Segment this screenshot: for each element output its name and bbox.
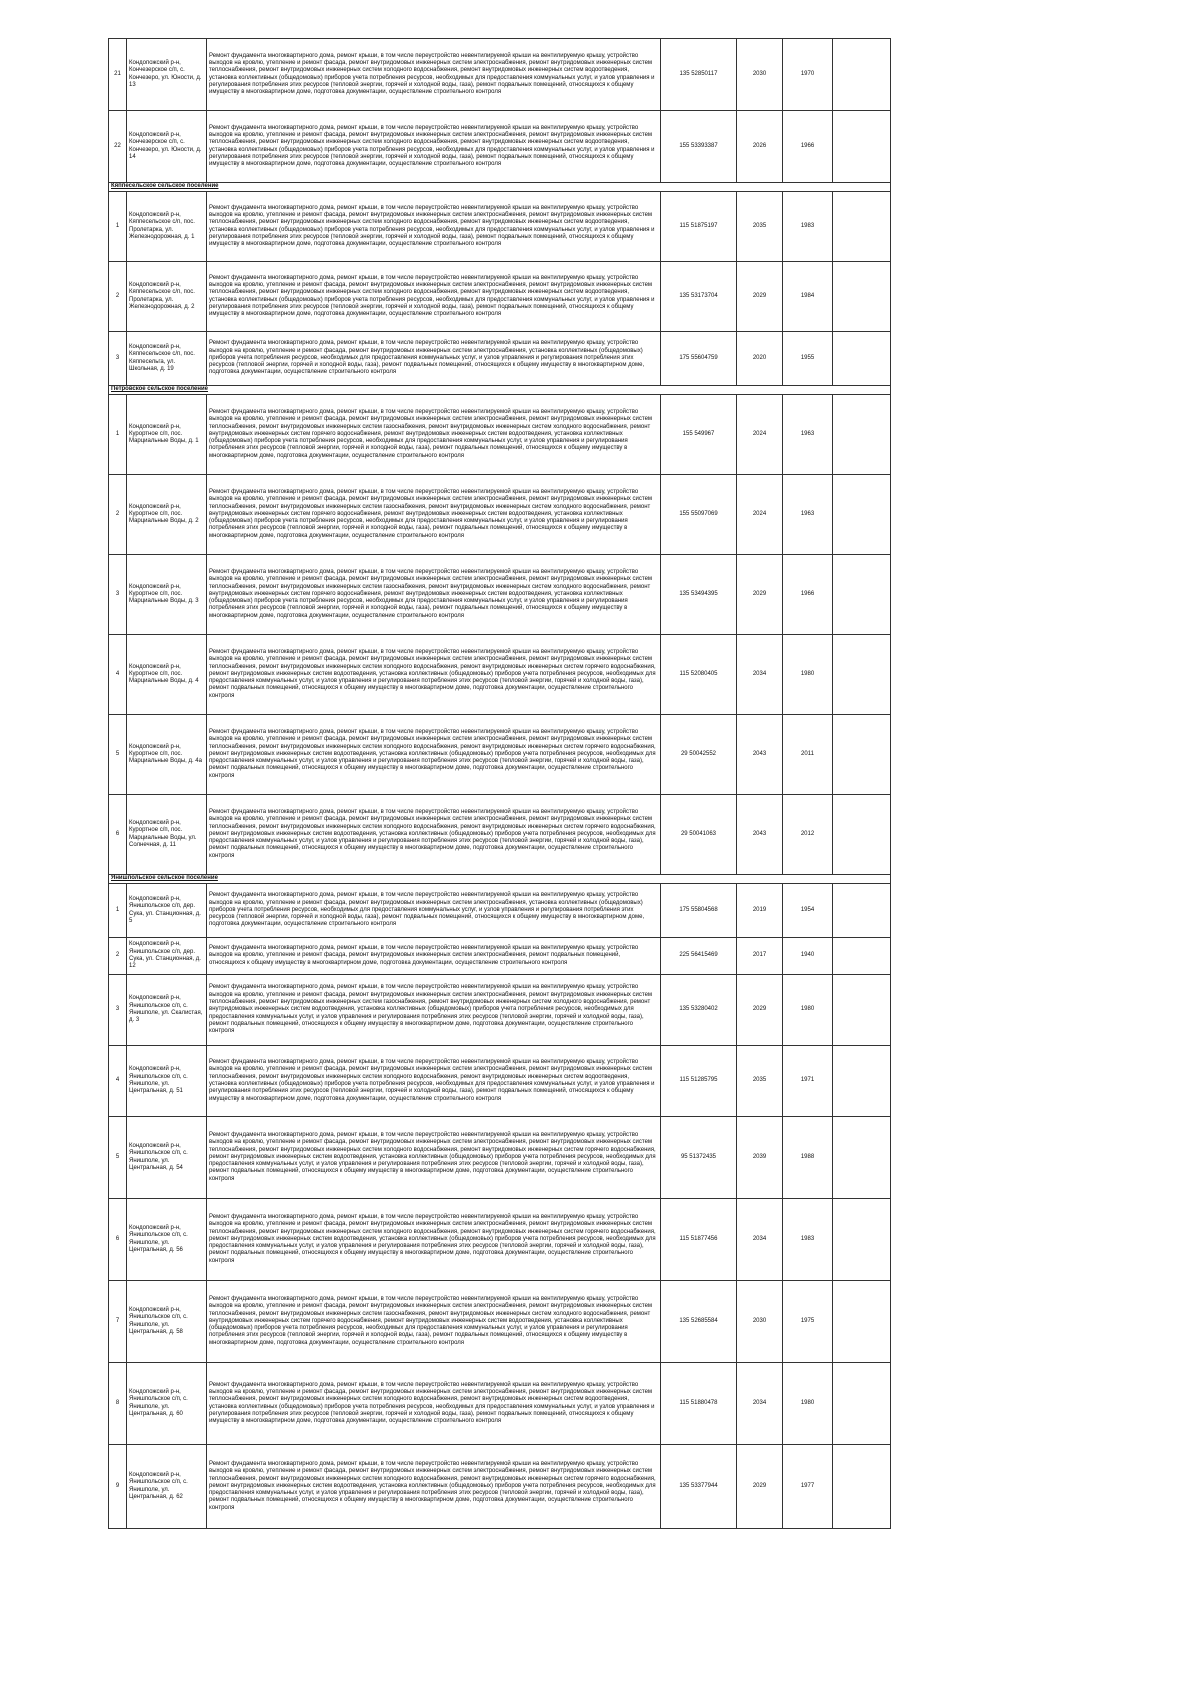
row-built-year: 1977 (783, 1445, 833, 1529)
row-empty-cell (833, 555, 891, 635)
table-row (109, 395, 891, 475)
row-works: Ремонт фундамента многоквартирного дома, ремонт крыши, в том числе переустройство невентилируемой крыши на вентилируемую крышу, устройство выходов на кровлю, утепление и ремонт фасада, ремонт внутридомовых инженерных систем электроснабжения, ремонт внутридомовых инженерных систем теплоснабжения, ремонт внутридомовых инженерных систем холодного водоснабжения, ремонт внутридомовых инженерных систем водоотведения, установка коллективных (общедомовых) приборов учета потребления ресурсов, необходимых для предоставления коммунальных услуг, и узлов управления и регулирования потребления этих ресурсов (тепловой энергии, горячей и холодной воды, газа), ремонт подвальных помещений, относящихся к общему имуществу в многоквартирном доме, подготовка документации, осуществление строительного контроля (207, 1363, 661, 1445)
section-row (109, 386, 891, 395)
row-empty-cell (833, 1445, 891, 1529)
row-year: 2029 (737, 975, 783, 1046)
table-row (109, 475, 891, 555)
row-works: Ремонт фундамента многоквартирного дома, ремонт крыши, в том числе переустройство невентилируемой крыши на вентилируемую крышу, устройство выходов на кровлю, утепление и ремонт фасада, ремонт внутридомовых инженерных систем электроснабжения, ремонт внутридомовых инженерных систем теплоснабжения, ремонт внутридомовых инженерных систем газоснабжения, ремонт внутридомовых инженерных систем холодного водоснабжения, ремонт внутридомовых инженерных систем горячего водоснабжения, ремонт внутридомовых инженерных систем водоотведения, установка коллективных (общедомовых) приборов учета потребления ресурсов, необходимых для предоставления коммунальных услуг, и узлов управления и регулирования потребления этих ресурсов (тепловой энергии, горячей и холодной воды, газа), ремонт подвальных помещений, относящихся к общему имуществу в многоквартирном доме, подготовка документации, осуществление строительного контроля (207, 475, 661, 555)
row-address: Кондопожский р-н, Курортное с/п, пос. Марциальные Воды, д. 4 (127, 635, 207, 715)
table-row (109, 1199, 891, 1281)
row-address: Кондопожский р-н, Янишпольское с/п, с. Янишполе, ул. Центральная, д. 60 (127, 1363, 207, 1445)
row-cost: 135 52850117 (661, 39, 737, 111)
row-empty-cell (833, 262, 891, 332)
row-works: Ремонт фундамента многоквартирного дома, ремонт крыши, в том числе переустройство невентилируемой крыши на вентилируемую крышу, устройство выходов на кровлю, утепление и ремонт фасада, ремонт внутридомовых инженерных систем электроснабжения, ремонт внутридомовых инженерных систем теплоснабжения, ремонт внутридомовых инженерных систем холодного водоснабжения, ремонт внутридомовых инженерных систем водоотведения, установка коллективных (общедомовых) приборов учета потребления ресурсов, необходимых для предоставления коммунальных услуг, и узлов управления и регулирования потребления этих ресурсов (тепловой энергии, горячей и холодной воды, газа), ремонт подвальных помещений, относящихся к общему имуществу в многоквартирном доме, подготовка документации, осуществление строительного контроля (207, 192, 661, 262)
table-row (109, 975, 891, 1046)
row-works: Ремонт фундамента многоквартирного дома, ремонт крыши, в том числе переустройство невентилируемой крыши на вентилируемую крышу, устройство выходов на кровлю, утепление и ремонт фасада, ремонт внутридомовых инженерных систем электроснабжения, ремонт внутридомовых инженерных систем теплоснабжения, ремонт внутридомовых инженерных систем холодного водоснабжения, ремонт внутридомовых инженерных систем водоотведения, установка коллективных (общедомовых) приборов учета потребления ресурсов, необходимых для предоставления коммунальных услуг, и узлов управления и регулирования потребления этих ресурсов (тепловой энергии, горячей и холодной воды, газа), ремонт подвальных помещений, относящихся к общему имуществу в многоквартирном доме, подготовка документации, осуществление строительного контроля (207, 111, 661, 183)
table-row (109, 1046, 891, 1117)
row-year: 2035 (737, 1046, 783, 1117)
table-row (109, 555, 891, 635)
row-built-year: 1975 (783, 1281, 833, 1363)
row-year: 2017 (737, 938, 783, 975)
row-empty-cell (833, 938, 891, 975)
row-works: Ремонт фундамента многоквартирного дома, ремонт крыши, в том числе переустройство невентилируемой крыши на вентилируемую крышу, устройство выходов на кровлю, утепление и ремонт фасада, ремонт внутридомовых инженерных систем электроснабжения, ремонт внутридомовых инженерных систем теплоснабжения, ремонт внутридомовых инженерных систем холодного водоснабжения, ремонт внутридомовых инженерных систем водоотведения, установка коллективных (общедомовых) приборов учета потребления ресурсов, необходимых для предоставления коммунальных услуг, и узлов управления и регулирования потребления этих ресурсов (тепловой энергии, горячей и холодной воды, газа), ремонт подвальных помещений, относящихся к общему имуществу в многоквартирном доме, подготовка документации, осуществление строительного контроля (207, 262, 661, 332)
row-works: Ремонт фундамента многоквартирного дома, ремонт крыши, в том числе переустройство невентилируемой крыши на вентилируемую крышу, устройство выходов на кровлю, утепление и ремонт фасада, ремонт внутридомовых инженерных систем электроснабжения, ремонт внутридомовых инженерных систем теплоснабжения, ремонт внутридомовых инженерных систем газоснабжения, ремонт внутридомовых инженерных систем холодного водоснабжения, ремонт внутридомовых инженерных систем водоотведения, установка коллективных (общедомовых) приборов учета потребления ресурсов, необходимых для предоставления коммунальных услуг, и узлов управления и регулирования потребления этих ресурсов (тепловой энергии, горячей и холодной воды, газа), ремонт подвальных помещений, относящихся к общему имуществу в многоквартирном доме, подготовка документации, осуществление строительного контроля (207, 975, 661, 1046)
row-empty-cell (833, 884, 891, 938)
row-year: 2034 (737, 1199, 783, 1281)
section-title: Петровское сельское поселение (109, 386, 891, 395)
row-empty-cell (833, 475, 891, 555)
row-built-year: 1980 (783, 1363, 833, 1445)
row-works: Ремонт фундамента многоквартирного дома, ремонт крыши, в том числе переустройство невентилируемой крыши на вентилируемую крышу, устройство выходов на кровлю, утепление и ремонт фасада, ремонт внутридомовых инженерных систем электроснабжения, ремонт внутридомовых инженерных систем теплоснабжения, ремонт внутридомовых инженерных систем холодного водоснабжения, ремонт внутридомовых инженерных систем горячего водоснабжения, ремонт внутридомовых инженерных систем водоотведения, установка коллективных (общедомовых) приборов учета потребления ресурсов, необходимых для предоставления коммунальных услуг, и узлов управления и регулирования потребления этих ресурсов (тепловой энергии, горячей и холодной воды, газа), ремонт подвальных помещений, относящихся к общему имуществу в многоквартирном доме, подготовка документации, осуществление строительного контроля (207, 795, 661, 875)
row-address: Кондопожский р-н, Янишпольское с/п, с. Янишполе, ул. Центральная, д. 56 (127, 1199, 207, 1281)
row-year: 2019 (737, 884, 783, 938)
row-empty-cell (833, 111, 891, 183)
table-row (109, 635, 891, 715)
row-empty-cell (833, 635, 891, 715)
row-built-year: 1971 (783, 1046, 833, 1117)
table-row (109, 262, 891, 332)
section-row (109, 183, 891, 192)
row-address: Кондопожский р-н, Кяппесельское с/п, пос. Пролетарка, ул. Железнодорожная, д. 2 (127, 262, 207, 332)
row-empty-cell (833, 1281, 891, 1363)
row-built-year: 1954 (783, 884, 833, 938)
row-number: 3 (109, 332, 127, 386)
row-built-year: 1980 (783, 635, 833, 715)
table-row (109, 938, 891, 975)
row-cost: 135 53494395 (661, 555, 737, 635)
row-built-year: 1983 (783, 1199, 833, 1281)
row-cost: 135 53377944 (661, 1445, 737, 1529)
row-works: Ремонт фундамента многоквартирного дома, ремонт крыши, в том числе переустройство невентилируемой крыши на вентилируемую крышу, устройство выходов на кровлю, утепление и ремонт фасада, ремонт внутридомовых инженерных систем электроснабжения, ремонт внутридомовых инженерных систем теплоснабжения, ремонт внутридомовых инженерных систем холодного водоснабжения, ремонт внутридомовых инженерных систем горячего водоснабжения, ремонт внутридомовых инженерных систем водоотведения, установка коллективных (общедомовых) приборов учета потребления ресурсов, необходимых для предоставления коммунальных услуг, и узлов управления и регулирования потребления этих ресурсов (тепловой энергии, горячей и холодной воды, газа), ремонт подвальных помещений, относящихся к общему имуществу в многоквартирном доме, подготовка документации, осуществление строительного контроля (207, 1445, 661, 1529)
row-cost: 115 52080405 (661, 635, 737, 715)
row-address: Кондопожский р-н, Янишпольское с/п, с. Янишполе, ул. Центральная, д. 54 (127, 1117, 207, 1199)
row-number: 21 (109, 39, 127, 111)
row-cost: 95 51372435 (661, 1117, 737, 1199)
row-empty-cell (833, 1046, 891, 1117)
table-row (109, 1363, 891, 1445)
row-built-year: 1980 (783, 975, 833, 1046)
table-row (109, 1117, 891, 1199)
row-year: 2043 (737, 715, 783, 795)
row-cost: 225 56415469 (661, 938, 737, 975)
row-works: Ремонт фундамента многоквартирного дома, ремонт крыши, в том числе переустройство невентилируемой крыши на вентилируемую крышу, устройство выходов на кровлю, утепление и ремонт фасада, ремонт внутридомовых инженерных систем электроснабжения, ремонт внутридомовых инженерных систем теплоснабжения, ремонт внутридомовых инженерных систем холодного водоснабжения, ремонт внутридомовых инженерных систем горячего водоснабжения, ремонт внутридомовых инженерных систем водоотведения, установка коллективных (общедомовых) приборов учета потребления ресурсов, необходимых для предоставления коммунальных услуг, и узлов управления и регулирования потребления этих ресурсов (тепловой энергии, горячей и холодной воды, газа), ремонт подвальных помещений, относящихся к общему имуществу в многоквартирном доме, подготовка документации, осуществление строительного контроля (207, 1117, 661, 1199)
row-number: 5 (109, 715, 127, 795)
row-empty-cell (833, 332, 891, 386)
row-address: Кондопожский р-н, Курортное с/п, пос. Марциальные Воды, ул. Солнечная, д. 11 (127, 795, 207, 875)
row-built-year: 1966 (783, 555, 833, 635)
row-cost: 175 55604759 (661, 332, 737, 386)
row-cost: 135 53173704 (661, 262, 737, 332)
row-works: Ремонт фундамента многоквартирного дома, ремонт крыши, в том числе переустройство невентилируемой крыши на вентилируемую крышу, устройство выходов на кровлю, утепление и ремонт фасада, ремонт внутридомовых инженерных систем электроснабжения, ремонт внутридомовых инженерных систем теплоснабжения, ремонт внутридомовых инженерных систем холодного водоснабжения, ремонт внутридомовых инженерных систем горячего водоснабжения, ремонт внутридомовых инженерных систем водоотведения, установка коллективных (общедомовых) приборов учета потребления ресурсов, необходимых для предоставления коммунальных услуг, и узлов управления и регулирования потребления этих ресурсов (тепловой энергии, горячей и холодной воды, газа), ремонт подвальных помещений, относящихся к общему имуществу в многоквартирном доме, подготовка документации, осуществление строительного контроля (207, 1199, 661, 1281)
row-built-year: 1984 (783, 262, 833, 332)
row-built-year: 1966 (783, 111, 833, 183)
row-built-year: 1963 (783, 395, 833, 475)
row-works: Ремонт фундамента многоквартирного дома, ремонт крыши, в том числе переустройство невентилируемой крыши на вентилируемую крышу, устройство выходов на кровлю, утепление и ремонт фасада, ремонт внутридомовых инженерных систем электроснабжения, ремонт внутридомовых инженерных систем теплоснабжения, ремонт внутридомовых инженерных систем холодного водоснабжения, ремонт внутридомовых инженерных систем водоотведения, установка коллективных (общедомовых) приборов учета потребления ресурсов, необходимых для предоставления коммунальных услуг, и узлов управления и регулирования потребления этих ресурсов (тепловой энергии, горячей и холодной воды, газа), ремонт подвальных помещений, относящихся к общему имуществу в многоквартирном доме, подготовка документации, осуществление строительного контроля (207, 1046, 661, 1117)
row-number: 4 (109, 1046, 127, 1117)
row-address: Кондопожский р-н, Янишпольское с/п, дер. Сука, ул. Станционная, д. 5 (127, 884, 207, 938)
row-empty-cell (833, 975, 891, 1046)
row-year: 2020 (737, 332, 783, 386)
row-built-year: 1970 (783, 39, 833, 111)
row-cost: 29 50042552 (661, 715, 737, 795)
row-built-year: 2011 (783, 715, 833, 795)
row-empty-cell (833, 395, 891, 475)
row-built-year: 1940 (783, 938, 833, 975)
row-year: 2030 (737, 1281, 783, 1363)
table-row (109, 1445, 891, 1529)
row-works: Ремонт фундамента многоквартирного дома, ремонт крыши, в том числе переустройство невентилируемой крыши на вентилируемую крышу, устройство выходов на кровлю, утепление и ремонт фасада, ремонт внутридомовых инженерных систем электроснабжения, ремонт внутридомовых инженерных систем теплоснабжения, ремонт внутридомовых инженерных систем холодного водоснабжения, ремонт внутридомовых инженерных систем водоотведения, установка коллективных (общедомовых) приборов учета потребления ресурсов, необходимых для предоставления коммунальных услуг, и узлов управления и регулирования потребления этих ресурсов (тепловой энергии, горячей и холодной воды, газа), ремонт подвальных помещений, относящихся к общему имуществу в многоквартирном доме, подготовка документации, осуществление строительного контроля (207, 39, 661, 111)
row-address: Кондопожский р-н, Янишпольское с/п, дер. Сука, ул. Станционная, д. 12 (127, 938, 207, 975)
table-row (109, 192, 891, 262)
row-cost: 115 51877456 (661, 1199, 737, 1281)
table-row (109, 884, 891, 938)
table-row (109, 715, 891, 795)
row-number: 3 (109, 555, 127, 635)
row-works: Ремонт фундамента многоквартирного дома, ремонт крыши, в том числе переустройство невентилируемой крыши на вентилируемую крышу, устройство выходов на кровлю, утепление и ремонт фасада, ремонт внутридомовых инженерных систем электроснабжения, установка коллективных (общедомовых) приборов учета потребления ресурсов, необходимых для предоставления коммунальных услуг, и узлов управления и регулирования потребления этих ресурсов (тепловой энергии, горячей и холодной воды, газа), ремонт подвальных помещений, относящихся к общему имуществу в многоквартирном доме, подготовка документации, осуществление строительного контроля (207, 332, 661, 386)
section-title: Янишпольское сельское поселение (109, 875, 891, 884)
row-number: 2 (109, 475, 127, 555)
row-number: 4 (109, 635, 127, 715)
row-empty-cell (833, 1117, 891, 1199)
row-number: 8 (109, 1363, 127, 1445)
row-year: 2029 (737, 555, 783, 635)
section-title: Кяппесельское сельское поселение (109, 183, 891, 192)
table-row (109, 39, 891, 111)
row-empty-cell (833, 192, 891, 262)
row-built-year: 1983 (783, 192, 833, 262)
row-works: Ремонт фундамента многоквартирного дома, ремонт крыши, в том числе переустройство невентилируемой крыши на вентилируемую крышу, устройство выходов на кровлю, утепление и ремонт фасада, ремонт внутридомовых инженерных систем электроснабжения, ремонт подвальных помещений, относящихся к общему имуществу в многоквартирном доме, подготовка документации, осуществление строительного контроля (207, 938, 661, 975)
row-empty-cell (833, 715, 891, 795)
row-cost: 115 51875197 (661, 192, 737, 262)
row-works: Ремонт фундамента многоквартирного дома, ремонт крыши, в том числе переустройство невентилируемой крыши на вентилируемую крышу, устройство выходов на кровлю, утепление и ремонт фасада, ремонт внутридомовых инженерных систем электроснабжения, ремонт внутридомовых инженерных систем теплоснабжения, ремонт внутридомовых инженерных систем газоснабжения, ремонт внутридомовых инженерных систем холодного водоснабжения, ремонт внутридомовых инженерных систем горячего водоснабжения, ремонт внутридомовых инженерных систем водоотведения, установка коллективных (общедомовых) приборов учета потребления ресурсов, необходимых для предоставления коммунальных услуг, и узлов управления и регулирования потребления этих ресурсов (тепловой энергии, горячей и холодной воды, газа), ремонт подвальных помещений, относящихся к общему имуществу в многоквартирном доме, подготовка документации, осуществление строительного контроля (207, 1281, 661, 1363)
document-sheet (108, 38, 890, 1529)
row-cost: 155 55097069 (661, 475, 737, 555)
row-built-year: 1955 (783, 332, 833, 386)
row-year: 2024 (737, 395, 783, 475)
row-address: Кондопожский р-н, Кончезерское с/п, с. Кончезеро, ул. Юности, д. 13 (127, 39, 207, 111)
row-number: 7 (109, 1281, 127, 1363)
row-cost: 29 50041063 (661, 795, 737, 875)
row-cost: 135 53280402 (661, 975, 737, 1046)
row-number: 3 (109, 975, 127, 1046)
table-row (109, 332, 891, 386)
row-address: Кондопожский р-н, Кяппесельское с/п, пос. Кяппесельга, ул. Школьная, д. 19 (127, 332, 207, 386)
row-number: 6 (109, 795, 127, 875)
row-address: Кондопожский р-н, Янишпольское с/п, с. Янишполе, ул. Центральная, д. 62 (127, 1445, 207, 1529)
row-number: 5 (109, 1117, 127, 1199)
row-address: Кондопожский р-н, Курортное с/п, пос. Марциальные Воды, д. 4а (127, 715, 207, 795)
row-built-year: 1963 (783, 475, 833, 555)
row-year: 2030 (737, 39, 783, 111)
row-number: 2 (109, 262, 127, 332)
row-empty-cell (833, 1363, 891, 1445)
row-works: Ремонт фундамента многоквартирного дома, ремонт крыши, в том числе переустройство невентилируемой крыши на вентилируемую крышу, устройство выходов на кровлю, утепление и ремонт фасада, ремонт внутридомовых инженерных систем электроснабжения, ремонт внутридомовых инженерных систем теплоснабжения, ремонт внутридомовых инженерных систем холодного водоснабжения, ремонт внутридомовых инженерных систем горячего водоснабжения, ремонт внутридомовых инженерных систем водоотведения, установка коллективных (общедомовых) приборов учета потребления ресурсов, необходимых для предоставления коммунальных услуг, и узлов управления и регулирования потребления этих ресурсов (тепловой энергии, горячей и холодной воды, газа), ремонт подвальных помещений, относящихся к общему имуществу в многоквартирном доме, подготовка документации, осуществление строительного контроля (207, 715, 661, 795)
row-number: 1 (109, 192, 127, 262)
table-row (109, 795, 891, 875)
row-cost: 135 52685584 (661, 1281, 737, 1363)
row-address: Кондопожский р-н, Янишпольское с/п, с. Янишполе, ул. Центральная, д. 51 (127, 1046, 207, 1117)
row-number: 1 (109, 884, 127, 938)
row-empty-cell (833, 795, 891, 875)
row-address: Кондопожский р-н, Кяппесельское с/п, пос. Пролетарка, ул. Железнодорожная, д. 1 (127, 192, 207, 262)
row-cost: 115 51285795 (661, 1046, 737, 1117)
row-number: 2 (109, 938, 127, 975)
row-works: Ремонт фундамента многоквартирного дома, ремонт крыши, в том числе переустройство невентилируемой крыши на вентилируемую крышу, устройство выходов на кровлю, утепление и ремонт фасада, ремонт внутридомовых инженерных систем электроснабжения, ремонт внутридомовых инженерных систем теплоснабжения, ремонт внутридомовых инженерных систем газоснабжения, ремонт внутридомовых инженерных систем холодного водоснабжения, ремонт внутридомовых инженерных систем горячего водоснабжения, ремонт внутридомовых инженерных систем водоотведения, установка коллективных (общедомовых) приборов учета потребления ресурсов, необходимых для предоставления коммунальных услуг, и узлов управления и регулирования потребления этих ресурсов (тепловой энергии, горячей и холодной воды, газа), ремонт подвальных помещений, относящихся к общему имуществу в многоквартирном доме, подготовка документации, осуществление строительного контроля (207, 395, 661, 475)
row-works: Ремонт фундамента многоквартирного дома, ремонт крыши, в том числе переустройство невентилируемой крыши на вентилируемую крышу, устройство выходов на кровлю, утепление и ремонт фасада, ремонт внутридомовых инженерных систем электроснабжения, ремонт внутридомовых инженерных систем теплоснабжения, ремонт внутридомовых инженерных систем холодного водоснабжения, ремонт внутридомовых инженерных систем горячего водоснабжения, ремонт внутридомовых инженерных систем водоотведения, установка коллективных (общедомовых) приборов учета потребления ресурсов, необходимых для предоставления коммунальных услуг, и узлов управления и регулирования потребления этих ресурсов (тепловой энергии, горячей и холодной воды, газа), ремонт подвальных помещений, относящихся к общему имуществу в многоквартирном доме, подготовка документации, осуществление строительного контроля (207, 635, 661, 715)
row-cost: 115 51880478 (661, 1363, 737, 1445)
row-address: Кондопожский р-н, Курортное с/п, пос. Марциальные Воды, д. 2 (127, 475, 207, 555)
row-empty-cell (833, 39, 891, 111)
table-row (109, 111, 891, 183)
table-body (109, 39, 891, 1529)
row-year: 2026 (737, 111, 783, 183)
row-empty-cell (833, 1199, 891, 1281)
row-number: 9 (109, 1445, 127, 1529)
table-row (109, 1281, 891, 1363)
row-year: 2029 (737, 1445, 783, 1529)
row-year: 2029 (737, 262, 783, 332)
row-number: 22 (109, 111, 127, 183)
row-cost: 155 549967 (661, 395, 737, 475)
capital-repair-table (108, 38, 891, 1529)
row-year: 2034 (737, 1363, 783, 1445)
row-address: Кондопожский р-н, Курортное с/п, пос. Марциальные Воды, д. 3 (127, 555, 207, 635)
row-year: 2043 (737, 795, 783, 875)
row-number: 1 (109, 395, 127, 475)
row-built-year: 1988 (783, 1117, 833, 1199)
row-works: Ремонт фундамента многоквартирного дома, ремонт крыши, в том числе переустройство невентилируемой крыши на вентилируемую крышу, устройство выходов на кровлю, утепление и ремонт фасада, ремонт внутридомовых инженерных систем электроснабжения, ремонт внутридомовых инженерных систем теплоснабжения, ремонт внутридомовых инженерных систем газоснабжения, ремонт внутридомовых инженерных систем холодного водоснабжения, ремонт внутридомовых инженерных систем горячего водоснабжения, ремонт внутридомовых инженерных систем водоотведения, установка коллективных (общедомовых) приборов учета потребления ресурсов, необходимых для предоставления коммунальных услуг, и узлов управления и регулирования потребления этих ресурсов (тепловой энергии, горячей и холодной воды, газа), ремонт подвальных помещений, относящихся к общему имуществу в многоквартирном доме, подготовка документации, осуществление строительного контроля (207, 555, 661, 635)
row-address: Кондопожский р-н, Курортное с/п, пос. Марциальные Воды, д. 1 (127, 395, 207, 475)
row-year: 2035 (737, 192, 783, 262)
row-works: Ремонт фундамента многоквартирного дома, ремонт крыши, в том числе переустройство невентилируемой крыши на вентилируемую крышу, устройство выходов на кровлю, утепление и ремонт фасада, ремонт внутридомовых инженерных систем электроснабжения, установка коллективных (общедомовых) приборов учета потребления ресурсов, необходимых для предоставления коммунальных услуг, и узлов управления и регулирования потребления этих ресурсов (тепловой энергии, горячей и холодной воды, газа), ремонт подвальных помещений, относящихся к общему имуществу в многоквартирном доме, подготовка документации, осуществление строительного контроля (207, 884, 661, 938)
row-cost: 175 55804568 (661, 884, 737, 938)
row-address: Кондопожский р-н, Кончезерское с/п, с. Кончезеро, ул. Юности, д. 14 (127, 111, 207, 183)
row-year: 2034 (737, 635, 783, 715)
row-year: 2024 (737, 475, 783, 555)
row-address: Кондопожский р-н, Янишпольское с/п, с. Янишполе, ул. Скалистая, д. 3 (127, 975, 207, 1046)
row-cost: 155 53393387 (661, 111, 737, 183)
row-built-year: 2012 (783, 795, 833, 875)
section-row (109, 875, 891, 884)
row-year: 2039 (737, 1117, 783, 1199)
row-number: 6 (109, 1199, 127, 1281)
row-address: Кондопожский р-н, Янишпольское с/п, с. Янишполе, ул. Центральная, д. 58 (127, 1281, 207, 1363)
